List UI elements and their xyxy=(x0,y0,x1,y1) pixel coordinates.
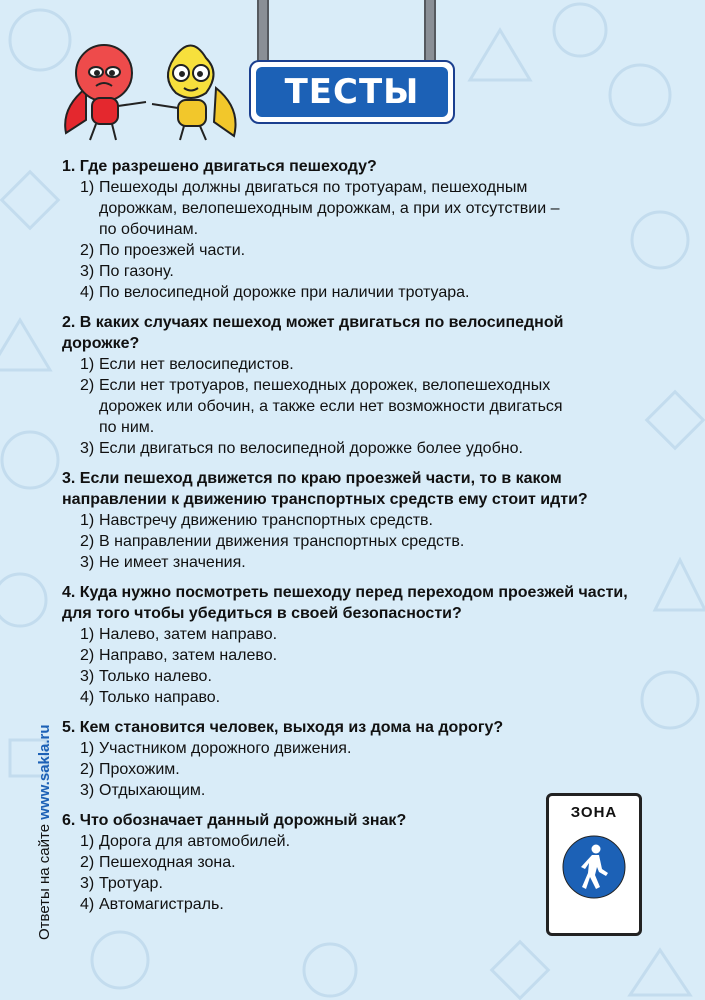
answer-text-line: Только направо. xyxy=(99,689,221,706)
answer-number: 2) xyxy=(80,761,95,778)
question-3 xyxy=(62,468,642,573)
pedestrian-icon xyxy=(562,835,626,899)
answer-text-line: По проезжей части. xyxy=(99,242,246,259)
answer-number: 3) xyxy=(80,263,95,280)
answer-number: 1) xyxy=(80,179,95,196)
answer-option xyxy=(62,759,642,780)
answer-number: 2) xyxy=(80,854,95,871)
side-note-prefix: Ответы на сайте xyxy=(36,823,53,940)
answer-option xyxy=(62,282,642,303)
answer-text-line: Направо, затем налево. xyxy=(99,647,278,664)
answer-number: 1) xyxy=(80,512,95,529)
answer-number: 4) xyxy=(80,896,95,913)
question-2 xyxy=(62,312,642,459)
answer-number: 2) xyxy=(80,647,95,664)
answer-text-line: Участником дорожного движения. xyxy=(99,740,352,757)
answer-text-line: Если двигаться по велосипедной дорожке более удобно. xyxy=(99,440,523,457)
answer-text-line: Автомагистраль. xyxy=(99,896,224,913)
answer-option xyxy=(62,510,642,531)
answer-text-line: Если нет тротуаров, пешеходных дорожек, велопешеходных xyxy=(99,377,551,394)
question-title: 1. Где разрешено двигаться пешеходу? xyxy=(62,158,377,175)
answer-text-line: В направлении движения транспортных средств. xyxy=(99,533,465,550)
answer-text-line: Отдыхающим. xyxy=(99,782,206,799)
answer-number: 1) xyxy=(80,740,95,757)
answer-list xyxy=(62,738,642,801)
answer-number: 3) xyxy=(80,782,95,799)
answer-number: 3) xyxy=(80,554,95,571)
answer-number: 4) xyxy=(80,689,95,706)
title-sign xyxy=(249,60,455,124)
question-title: 6. Что обозначает данный дорожный знак? xyxy=(62,812,407,829)
answer-option xyxy=(62,438,642,459)
answers-site-note xyxy=(36,724,53,940)
answer-option xyxy=(62,177,642,240)
question-1 xyxy=(62,156,642,303)
question-title: 2. В каких случаях пешеход может двигаться по велосипедной дорожке? xyxy=(62,314,564,352)
road-sign-pedestrian-zone xyxy=(546,793,642,936)
road-sign-text: ЗОНА xyxy=(570,804,618,821)
page-title: ТЕСТЫ xyxy=(256,67,448,117)
answer-text-line: Только налево. xyxy=(99,668,212,685)
answer-option xyxy=(62,687,642,708)
yellow-mascot xyxy=(152,46,236,141)
question-title: 5. Кем становится человек, выходя из дома на дорогу? xyxy=(62,719,504,736)
sign-post-right xyxy=(424,0,436,66)
answer-number: 3) xyxy=(80,875,95,892)
answer-list xyxy=(62,624,642,708)
question-5 xyxy=(62,717,642,801)
answer-option xyxy=(62,666,642,687)
answer-number: 3) xyxy=(80,440,95,457)
answer-option xyxy=(62,240,642,261)
answer-text-line: Тротуар. xyxy=(99,875,163,892)
answer-number: 4) xyxy=(80,284,95,301)
question-4 xyxy=(62,582,642,708)
answer-text-line: Прохожим. xyxy=(99,761,180,778)
answer-option xyxy=(62,645,642,666)
answer-text-line: Не имеет значения. xyxy=(99,554,246,571)
answer-text-line: Навстречу движению транспортных средств. xyxy=(99,512,433,529)
answer-text-line: по обочинам. xyxy=(99,221,199,238)
answer-number: 3) xyxy=(80,668,95,685)
answer-list xyxy=(62,510,642,573)
answer-list xyxy=(62,354,642,459)
mascots-illustration xyxy=(56,28,246,146)
answer-text-line: Налево, затем направо. xyxy=(99,626,278,643)
answer-option xyxy=(62,261,642,282)
answer-text-line: Дорога для автомобилей. xyxy=(99,833,291,850)
question-title: 4. Куда нужно посмотреть пешеходу перед переходом проезжей части, для того чтобы убедиться в своей безопасности? xyxy=(62,584,628,622)
question-title: 3. Если пешеход движется по краю проезжей части, то в каком направлении к движению транспортных средств ему стоит идти? xyxy=(62,470,588,508)
answer-text-line: По велосипедной дорожке при наличии тротуара. xyxy=(99,284,470,301)
red-mascot xyxy=(65,45,146,140)
answer-option xyxy=(62,738,642,759)
answer-text-line: Если нет велосипедистов. xyxy=(99,356,294,373)
answer-option xyxy=(62,354,642,375)
answer-number: 2) xyxy=(80,533,95,550)
answer-number: 2) xyxy=(80,242,95,259)
sign-post-left xyxy=(257,0,269,66)
answer-text-line: Пешеходы должны двигаться по тротуарам, пешеходным xyxy=(99,179,528,196)
answer-text-line: дорожкам, велопешеходным дорожкам, а при их отсутствии – xyxy=(99,200,560,217)
answer-list xyxy=(62,177,642,303)
answer-option xyxy=(62,552,642,573)
answer-option xyxy=(62,531,642,552)
answer-option xyxy=(62,624,642,645)
answer-text-line: по ним. xyxy=(99,419,155,436)
answer-text-line: Пешеходная зона. xyxy=(99,854,236,871)
answer-text-line: дорожек или обочин, а также если нет возможности двигаться xyxy=(99,398,563,415)
answer-option xyxy=(62,375,642,438)
answer-number: 1) xyxy=(80,833,95,850)
site-link[interactable]: www.sakla.ru xyxy=(36,724,53,820)
answer-number: 1) xyxy=(80,626,95,643)
answer-number: 1) xyxy=(80,356,95,373)
answer-text-line: По газону. xyxy=(99,263,174,280)
answer-number: 2) xyxy=(80,377,95,394)
